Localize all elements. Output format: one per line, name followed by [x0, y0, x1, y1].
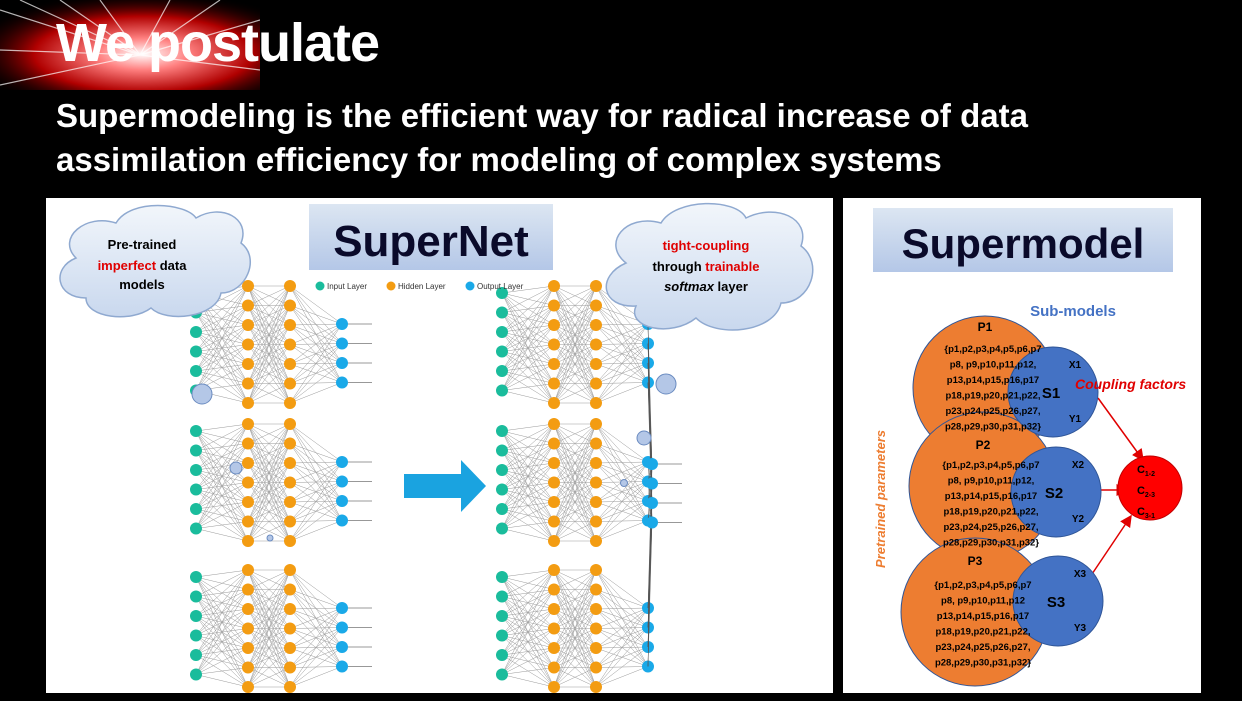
coupling-factors-label: Coupling factors — [1075, 376, 1187, 392]
hidden-node — [242, 438, 254, 450]
hidden-node — [284, 535, 296, 547]
left-cloud-line3: models — [119, 277, 165, 292]
network-edge — [502, 570, 554, 577]
hidden-node — [590, 516, 602, 528]
hidden-node — [590, 603, 602, 615]
hidden-node — [548, 477, 560, 489]
softmax-node — [646, 517, 658, 529]
param-line: p23,p24,p25,p26,p27, — [943, 522, 1039, 533]
slide-subtitle — [56, 94, 1196, 182]
network-edge — [596, 444, 648, 463]
left-cloud-line1: Pre-trained — [107, 237, 177, 252]
network-edge — [290, 444, 342, 463]
hidden-node — [284, 477, 296, 489]
hidden-node — [590, 300, 602, 312]
hidden-node — [590, 358, 602, 370]
legend-hidden-dot — [387, 282, 396, 291]
network — [190, 564, 372, 693]
output-node — [336, 476, 348, 488]
hidden-node — [548, 516, 560, 528]
network-edge — [196, 570, 248, 577]
hidden-node — [284, 358, 296, 370]
output-node — [336, 377, 348, 389]
right-cloud-softmax: softmax — [664, 279, 714, 294]
network-edge — [290, 608, 342, 687]
input-node — [496, 571, 508, 583]
hidden-node — [242, 378, 254, 390]
hidden-node — [548, 358, 560, 370]
coupling-circle — [1118, 456, 1182, 520]
hidden-node — [548, 300, 560, 312]
network — [496, 564, 654, 693]
param-name-3: P3 — [967, 554, 983, 568]
network-edge — [502, 463, 554, 529]
network — [190, 418, 372, 547]
hidden-node — [590, 535, 602, 547]
param-line: p13,p14,p15,p16,p17 — [946, 375, 1040, 386]
network-edge — [196, 424, 248, 529]
hidden-node — [548, 681, 560, 693]
network-edge — [196, 424, 248, 431]
right-cloud-line3 — [664, 279, 748, 294]
submodel-x-1: X1 — [1068, 360, 1082, 371]
network-edge — [596, 462, 648, 541]
input-node — [496, 523, 508, 535]
hidden-node — [242, 496, 254, 508]
supernet-diagram — [46, 198, 833, 693]
network-edge — [596, 462, 648, 522]
left-cloud-data: data — [156, 258, 187, 273]
hidden-node — [242, 457, 254, 469]
param-line: {p1,p2,p3,p4,p5,p6,p7 — [942, 460, 1040, 471]
hidden-node — [548, 603, 560, 615]
hidden-node — [548, 438, 560, 450]
input-node — [496, 669, 508, 681]
input-node — [190, 591, 202, 603]
network-edge — [596, 501, 648, 541]
network-edge — [196, 570, 248, 675]
hidden-node — [590, 457, 602, 469]
hidden-node — [548, 319, 560, 331]
network-edge — [196, 590, 248, 675]
supermodel-heading: Supermodel — [901, 220, 1145, 267]
network-edge — [196, 345, 248, 391]
hidden-node — [284, 300, 296, 312]
network-edge — [290, 462, 342, 522]
hidden-node — [242, 662, 254, 674]
input-node — [190, 425, 202, 437]
input-node — [496, 630, 508, 642]
network-edge — [196, 325, 248, 391]
hidden-node — [284, 603, 296, 615]
right-cloud-line2 — [653, 259, 760, 274]
hidden-node — [284, 516, 296, 528]
input-node — [496, 307, 508, 319]
subtitle-line-2: assimilation efficiency for modeling of complex systems — [56, 141, 942, 178]
pretrained-label: Pretrained parameters — [873, 429, 888, 568]
hidden-node — [548, 662, 560, 674]
network-edge — [502, 286, 554, 352]
legend-hidden-label: Hidden Layer — [398, 282, 446, 291]
param-line: p28,p29,p30,p31,p32} — [942, 537, 1040, 549]
coupling-arrow-1 — [1098, 398, 1143, 460]
hidden-node — [590, 438, 602, 450]
input-node — [496, 445, 508, 457]
output-node — [336, 338, 348, 350]
output-node — [336, 515, 348, 527]
network-edge — [596, 324, 648, 384]
hidden-node — [548, 378, 560, 390]
input-node — [190, 346, 202, 358]
network-edge — [502, 286, 554, 391]
hidden-node — [242, 535, 254, 547]
hidden-node — [242, 319, 254, 331]
hidden-node — [284, 397, 296, 409]
network-edge — [290, 521, 342, 542]
hidden-node — [590, 496, 602, 508]
param-line: {p1,p2,p3,p4,p5,p6,p7 — [934, 580, 1032, 591]
hidden-node — [284, 642, 296, 654]
submodel-x-3: X3 — [1073, 569, 1087, 580]
bubble — [656, 374, 676, 394]
network-edge — [290, 501, 342, 541]
submodel-name-2: S2 — [1044, 485, 1064, 502]
network — [496, 418, 654, 547]
param-name-1: P1 — [977, 320, 993, 334]
bubble — [230, 462, 242, 474]
hidden-node — [242, 681, 254, 693]
network-edge — [502, 424, 554, 431]
bubble — [267, 535, 273, 541]
network-edge — [290, 286, 342, 324]
input-node — [496, 610, 508, 622]
network-edge — [596, 647, 648, 687]
hidden-node — [548, 280, 560, 292]
input-node — [496, 484, 508, 496]
network-edge — [596, 363, 648, 403]
network-edge — [290, 324, 342, 384]
input-node — [496, 326, 508, 338]
hidden-node — [284, 319, 296, 331]
network-edge — [502, 424, 554, 451]
output-node — [336, 357, 348, 369]
hidden-node — [590, 564, 602, 576]
network-edge — [502, 345, 554, 391]
hidden-node — [548, 457, 560, 469]
hidden-node — [242, 339, 254, 351]
hidden-node — [590, 339, 602, 351]
hidden-node — [242, 300, 254, 312]
softmax-node — [646, 497, 658, 509]
network-edge — [596, 608, 648, 668]
network-edge — [290, 608, 342, 648]
network-edge — [196, 424, 248, 451]
network-edge — [290, 324, 342, 345]
hidden-node — [284, 623, 296, 635]
network-edge — [196, 306, 248, 391]
input-node — [496, 365, 508, 377]
network-edge — [290, 324, 342, 403]
network-edge — [290, 482, 342, 542]
network-edge — [596, 324, 648, 403]
hidden-node — [548, 535, 560, 547]
hidden-node — [548, 623, 560, 635]
supermodel-diagram — [843, 198, 1201, 693]
input-node — [190, 484, 202, 496]
output-node — [336, 318, 348, 330]
network-edge — [196, 444, 248, 529]
slide-title: We postulate — [56, 13, 380, 73]
hidden-node — [242, 623, 254, 635]
input-node — [496, 385, 508, 397]
input-node — [496, 464, 508, 476]
network-edge — [502, 424, 554, 529]
supernet-heading: SuperNet — [333, 217, 529, 266]
legend-output-label: Output Layer — [477, 282, 524, 291]
input-node — [496, 425, 508, 437]
hidden-node — [242, 584, 254, 596]
hidden-node — [242, 642, 254, 654]
hidden-node — [284, 681, 296, 693]
param-line: p8, p9,p10,p11,p12, — [947, 475, 1035, 487]
input-node — [496, 346, 508, 358]
hidden-node — [590, 280, 602, 292]
submodel-x-2: X2 — [1071, 460, 1085, 471]
input-node — [190, 503, 202, 515]
right-cloud-line1: tight-coupling — [662, 238, 750, 253]
hidden-node — [590, 319, 602, 331]
submodel-name-3: S3 — [1046, 594, 1066, 611]
input-node — [496, 649, 508, 661]
output-node — [336, 661, 348, 673]
output-node — [336, 456, 348, 468]
hidden-node — [242, 564, 254, 576]
softmax-node — [646, 458, 658, 470]
right-cloud-trainable: trainable — [705, 259, 760, 274]
legend — [316, 282, 524, 292]
hidden-node — [284, 662, 296, 674]
network-edge — [502, 483, 554, 529]
hidden-node — [284, 418, 296, 430]
network-edge — [502, 629, 554, 675]
input-node — [190, 610, 202, 622]
network-edge — [290, 608, 342, 668]
input-node — [496, 503, 508, 515]
submodel-y-1: Y1 — [1068, 414, 1082, 425]
param-line: p13,p14,p15,p16,p17 — [936, 611, 1030, 622]
network-edge — [290, 306, 342, 325]
output-node — [336, 622, 348, 634]
network-edge — [290, 383, 342, 404]
input-node — [190, 464, 202, 476]
hidden-node — [548, 496, 560, 508]
network-edge — [290, 324, 342, 364]
network-edge — [502, 570, 554, 636]
network-edge — [196, 570, 248, 636]
hidden-node — [548, 339, 560, 351]
legend-output-dot — [466, 282, 475, 291]
right-arrow-icon — [404, 460, 486, 512]
hidden-node — [590, 623, 602, 635]
input-node — [190, 630, 202, 642]
network-edge — [290, 590, 342, 609]
coupling-factor-2: $C_{2-3}$ — [1136, 485, 1156, 499]
input-node — [190, 445, 202, 457]
network-edge — [502, 444, 554, 529]
param-line: p23,p24,p25,p26,p27, — [945, 406, 1041, 417]
network-edge — [290, 667, 342, 688]
param-line: p13,p14,p15,p16,p17 — [944, 491, 1038, 502]
network-edge — [502, 424, 554, 490]
param-line: p8, p9,p10,p11,p12, — [949, 359, 1037, 371]
coupling-factor-1: $C_{1-2}$ — [1136, 464, 1156, 478]
network-edge — [290, 462, 342, 541]
param-line: p28,p29,p30,p31,p32} — [944, 421, 1042, 433]
network-edge — [596, 521, 648, 542]
param-line: {p1,p2,p3,p4,p5,p6,p7 — [944, 344, 1042, 355]
supermodel-panel — [843, 198, 1201, 693]
network-edge — [596, 324, 648, 345]
network-edge — [596, 667, 648, 688]
hidden-node — [548, 397, 560, 409]
input-node — [190, 326, 202, 338]
subtitle-line-1: Supermodeling is the efficient way for radical increase of data — [56, 97, 1028, 134]
network-edge — [596, 344, 648, 404]
hidden-node — [548, 642, 560, 654]
legend-input-dot — [316, 282, 325, 291]
input-node — [190, 669, 202, 681]
network-edge — [596, 324, 648, 364]
network-edge — [196, 483, 248, 529]
hidden-node — [548, 418, 560, 430]
network-edge — [290, 570, 342, 608]
network-edge — [502, 570, 554, 675]
hidden-node — [590, 477, 602, 489]
hidden-node — [590, 378, 602, 390]
network-edge — [596, 570, 648, 608]
network-edge — [596, 608, 648, 648]
input-node — [190, 523, 202, 535]
right-cloud-through: through — [652, 259, 706, 274]
hidden-node — [242, 358, 254, 370]
network-edge — [596, 383, 648, 404]
output-node — [336, 641, 348, 653]
coupling-factor-3: $C_{3-1}$ — [1136, 506, 1156, 520]
network-edge — [290, 363, 342, 403]
hidden-node — [284, 378, 296, 390]
hidden-node — [590, 662, 602, 674]
bubble — [637, 431, 651, 445]
hidden-node — [548, 584, 560, 596]
network-edge — [196, 609, 248, 675]
network-edge — [502, 570, 554, 597]
param-line: p18,p19,p20,p21,p22, — [935, 626, 1031, 638]
hidden-node — [242, 397, 254, 409]
hidden-node — [284, 438, 296, 450]
network-edge — [502, 590, 554, 675]
hidden-node — [548, 564, 560, 576]
param-line: p18,p19,p20,p21,p22, — [945, 390, 1041, 402]
network-edge — [196, 570, 248, 597]
network-edge — [502, 306, 554, 391]
network-edge — [196, 629, 248, 675]
hidden-node — [284, 339, 296, 351]
hidden-node — [284, 496, 296, 508]
network-edge — [596, 608, 648, 629]
network-edge — [290, 628, 342, 688]
param-line: p18,p19,p20,p21,p22, — [943, 506, 1039, 518]
legend-input-label: Input Layer — [327, 282, 368, 291]
hidden-node — [590, 397, 602, 409]
hidden-node — [242, 516, 254, 528]
output-node — [336, 495, 348, 507]
left-cloud-line2 — [98, 258, 188, 273]
input-node — [190, 649, 202, 661]
hidden-node — [242, 477, 254, 489]
param-line: p23,p24,p25,p26,p27, — [935, 642, 1031, 653]
network-edge — [596, 628, 648, 688]
network-edge — [290, 608, 342, 629]
submodel-name-1: S1 — [1041, 385, 1061, 402]
hidden-node — [590, 642, 602, 654]
output-node — [336, 602, 348, 614]
hidden-node — [284, 457, 296, 469]
coupling-arrow-3 — [1088, 516, 1131, 580]
network-edge — [596, 462, 648, 483]
input-node — [190, 571, 202, 583]
network-edge — [290, 647, 342, 687]
hidden-node — [590, 681, 602, 693]
input-node — [496, 591, 508, 603]
input-node — [190, 365, 202, 377]
hidden-node — [284, 564, 296, 576]
network-edge — [502, 609, 554, 675]
network-edge — [596, 590, 648, 609]
hidden-node — [590, 418, 602, 430]
network-edge — [502, 325, 554, 391]
hidden-node — [284, 280, 296, 292]
left-cloud-imperfect: imperfect — [97, 258, 157, 273]
param-name-2: P2 — [975, 438, 991, 452]
hidden-node — [284, 584, 296, 596]
network-edge — [290, 424, 342, 462]
network-edge — [596, 482, 648, 542]
network-edge — [196, 424, 248, 490]
network-edge — [290, 462, 342, 502]
network-edge — [290, 344, 342, 404]
hidden-node — [590, 584, 602, 596]
bubble — [192, 384, 212, 404]
supernet-panel — [46, 198, 833, 693]
param-line: p8, p9,p10,p11,p12 — [941, 595, 1025, 607]
param-line: p28,p29,p30,p31,p32} — [934, 657, 1032, 669]
softmax-node — [646, 478, 658, 490]
submodel-y-2: Y2 — [1071, 514, 1085, 525]
network-edge — [290, 462, 342, 483]
hidden-node — [242, 603, 254, 615]
right-cloud-layer: layer — [713, 279, 748, 294]
hidden-node — [242, 418, 254, 430]
submodel-y-3: Y3 — [1073, 623, 1087, 634]
submodels-label: Sub-models — [1030, 303, 1116, 320]
bubble — [621, 480, 628, 487]
network-edge — [596, 608, 648, 687]
